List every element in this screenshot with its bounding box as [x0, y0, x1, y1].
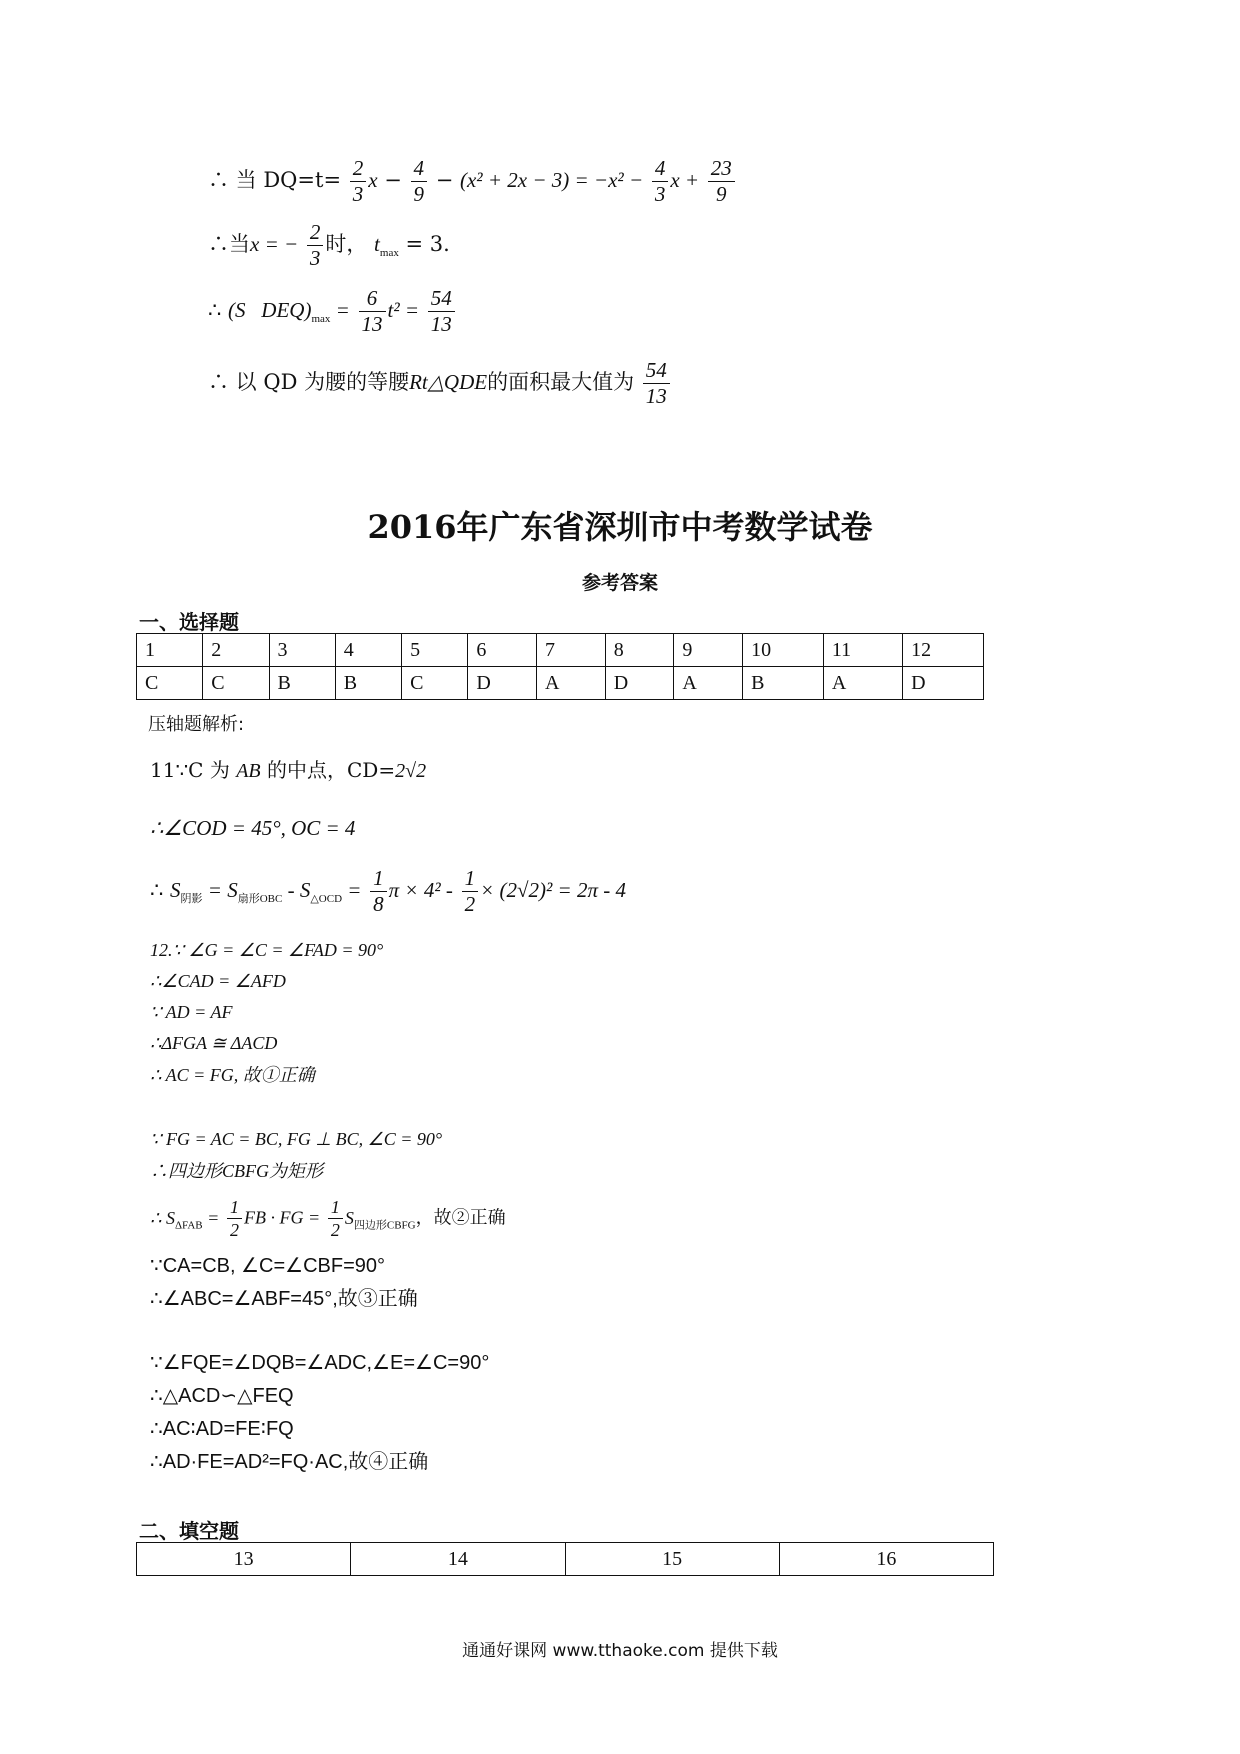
- table-cell: 6: [468, 634, 537, 667]
- table-cell: 9: [674, 634, 743, 667]
- q12-line-4: ∴ΔFGA ≅ ΔACD: [150, 1033, 278, 1053]
- table-cell: 15: [565, 1543, 779, 1576]
- table-cell: 12: [903, 634, 984, 667]
- q11-line-3: ∴ $S_{阴影} = S_{扇形OBC} - S_{\triangle OCD}$ = $\frac{1}{8}$ π × 4² - $\frac{1}{2}$ × (2√2)² = 2π - 4: [150, 866, 626, 916]
- table-cell: 16: [779, 1543, 993, 1576]
- table-cell: A: [823, 667, 902, 700]
- table-row: [137, 667, 984, 700]
- table-cell: 4: [335, 634, 401, 667]
- table-cell: 5: [402, 634, 468, 667]
- table-cell: 11: [823, 634, 902, 667]
- analysis-label: 压轴题解析:: [148, 714, 245, 735]
- section-heading-choice: 一、选择题: [139, 610, 239, 634]
- equation-line-3: ∴ (S $DEQ)_{max}$ = $\frac{6}{13}$ t² = $\frac{54}{13}$: [208, 288, 457, 335]
- table-cell: B: [269, 667, 335, 700]
- q12-line-14: ∴AD·FE=AD²=FQ·AC,故④正确: [150, 1451, 429, 1473]
- table-row: [137, 1543, 994, 1576]
- table-cell: 7: [537, 634, 606, 667]
- section-heading-fill: 二、填空题: [139, 1519, 239, 1543]
- table-cell: D: [605, 667, 674, 700]
- equation-line-2: ∴当x = − $\frac{2}{3}$ 时， $t_{max} = 3$.: [208, 220, 450, 270]
- table-cell: C: [402, 667, 468, 700]
- table-cell: 1: [137, 634, 203, 667]
- q12-line-13: ∴AC∶AD=FE∶FQ: [150, 1418, 294, 1440]
- table-cell: D: [903, 667, 984, 700]
- table-row: [137, 634, 984, 667]
- q12-line-6: ∵ FG = AC = BC, FG ⊥ BC, ∠C = 90°: [150, 1129, 443, 1149]
- equation-line-1: ∴ 当 DQ=t= $\frac{2}{3}$ x − $\frac{4}{9}$ − (x² + 2x − 3) = −x² − $\frac{4}{3}$ x + $\frac{23}{9}$: [208, 158, 737, 205]
- q12-line-12: ∴△ACD∽△FEQ: [150, 1385, 294, 1407]
- q12-line-1: 12.∵ ∠G = ∠C = ∠FAD = 90°: [150, 940, 384, 960]
- q12-line-7: ∴四边形CBFG为矩形: [150, 1161, 323, 1181]
- table-cell: 2: [203, 634, 269, 667]
- q12-line-8: ∴ $S_{\Delta FAB}$ = $\frac{1}{2}$ FB · FG = $\frac{1}{2}$ $S_{四边形CBFG}$，故②正确: [150, 1197, 506, 1240]
- table-cell: C: [203, 667, 269, 700]
- q12-line-3: ∵ AD = AF: [150, 1002, 233, 1022]
- q11-line-1: 11∵C 为 AB 的中点，CD=2√2: [150, 758, 427, 782]
- q12-line-2: ∴∠CAD = ∠AFD: [150, 971, 286, 991]
- q12-line-9: ∵CA=CB, ∠C=∠CBF=90°: [150, 1255, 385, 1277]
- table-cell: 14: [351, 1543, 565, 1576]
- fill-table: [136, 1542, 994, 1576]
- table-cell: B: [335, 667, 401, 700]
- q11-line-2: ∴∠COD = 45°, OC = 4: [150, 816, 356, 840]
- q12-line-11: ∵∠FQE=∠DQB=∠ADC,∠E=∠C=90°: [150, 1352, 490, 1374]
- table-cell: A: [537, 667, 606, 700]
- table-cell: A: [674, 667, 743, 700]
- table-cell: C: [137, 667, 203, 700]
- equation-line-4: ∴ 以 QD 为腰的等腰Rt△QDE的面积最大值为 $\frac{54}{13}$: [208, 360, 672, 407]
- page-subtitle: 参考答案: [581, 572, 658, 594]
- answer-table: [136, 633, 984, 700]
- table-cell: 10: [743, 634, 824, 667]
- table-cell: 13: [137, 1543, 351, 1576]
- table-cell: 3: [269, 634, 335, 667]
- table-cell: D: [468, 667, 537, 700]
- q12-line-10: ∴∠ABC=∠ABF=45°,故③正确: [150, 1288, 418, 1310]
- page-title: 2016年广东省深圳市中考数学试卷: [367, 508, 873, 546]
- table-cell: 8: [605, 634, 674, 667]
- table-cell: B: [743, 667, 824, 700]
- footer-text: 通通好课网 www.tthaoke.com 提供下载: [462, 1641, 778, 1661]
- q12-line-5: ∴ AC = FG, 故①正确: [150, 1065, 315, 1085]
